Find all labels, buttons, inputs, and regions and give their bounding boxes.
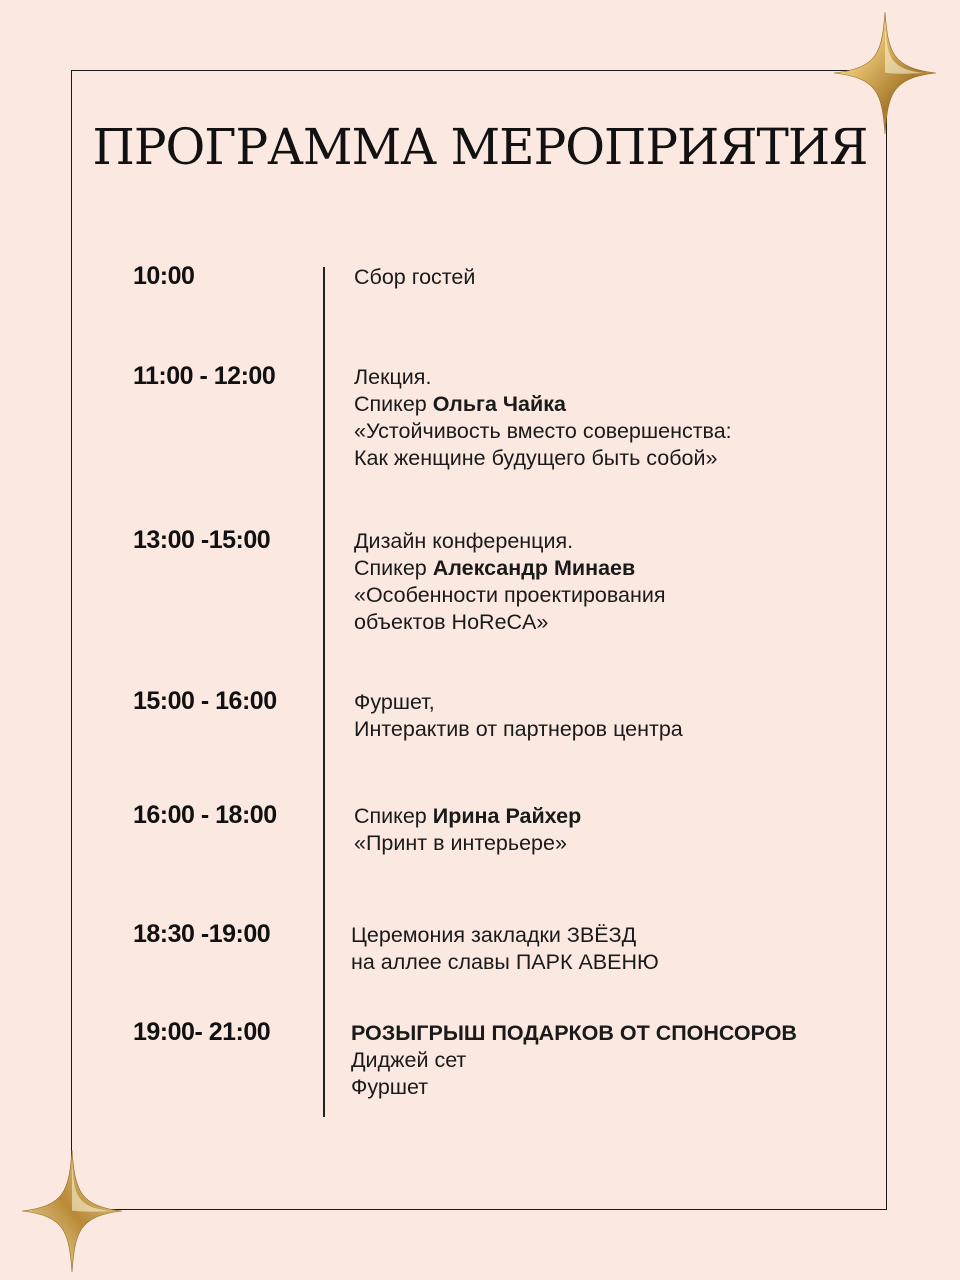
description-line: Фуршет [351,1075,429,1099]
description-line: Сбор гостей [354,265,476,289]
schedule-description [354,689,683,743]
speaker-prefix: Спикер [354,804,427,828]
speaker-name: Ольга Чайка [432,392,566,416]
schedule-description [354,803,581,857]
schedule-description [351,1020,797,1101]
schedule-description [354,528,666,636]
speaker-prefix: Спикер [354,392,427,416]
speaker-line [354,555,666,582]
gold-sparkle-star-icon [22,1150,122,1272]
schedule-time: 11:00 - 12:00 [133,362,276,390]
description-line: Фуршет, [354,690,435,714]
speaker-name: Александр Минаев [432,556,636,580]
description-line: «Устойчивость вместо совершенства: [354,419,732,443]
description-line: «Принт в интерьере» [354,831,567,855]
description-line: Как женщине будущего быть собой» [354,446,718,470]
schedule-description [351,922,659,976]
speaker-prefix: Спикер [354,556,427,580]
description-line: Интерактив от партнеров центра [354,717,683,741]
schedule-time: 16:00 - 18:00 [133,801,277,829]
description-line: на аллее славы ПАРК АВЕНЮ [351,950,659,974]
description-line: объектов HoReCA» [354,610,549,634]
description-line: Лекция. [354,365,432,389]
description-line: Дизайн конференция. [354,529,574,553]
speaker-line [354,803,581,830]
schedule-time: 15:00 - 16:00 [133,687,277,715]
schedule-time: 19:00- 21:00 [133,1018,271,1046]
description-line: «Особенности проектирования [354,583,666,607]
description-line: Диджей сет [351,1048,467,1072]
schedule-description [354,364,732,472]
speaker-name: Ирина Райхер [432,804,582,828]
schedule-time: 13:00 -15:00 [133,526,271,554]
schedule-time: 18:30 -19:00 [133,920,271,948]
gold-sparkle-star-icon [834,12,936,134]
speaker-line [354,391,732,418]
timeline-divider [323,267,325,1117]
page-title: ПРОГРАММА МЕРОПРИЯТИЯ [92,118,868,176]
schedule-description [354,264,475,291]
schedule-time: 10:00 [133,262,195,290]
description-line: Церемония закладки ЗВЁЗД [351,923,637,947]
description-line: РОЗЫГРЫШ ПОДАРКОВ ОТ СПОНСОРОВ [351,1021,797,1045]
